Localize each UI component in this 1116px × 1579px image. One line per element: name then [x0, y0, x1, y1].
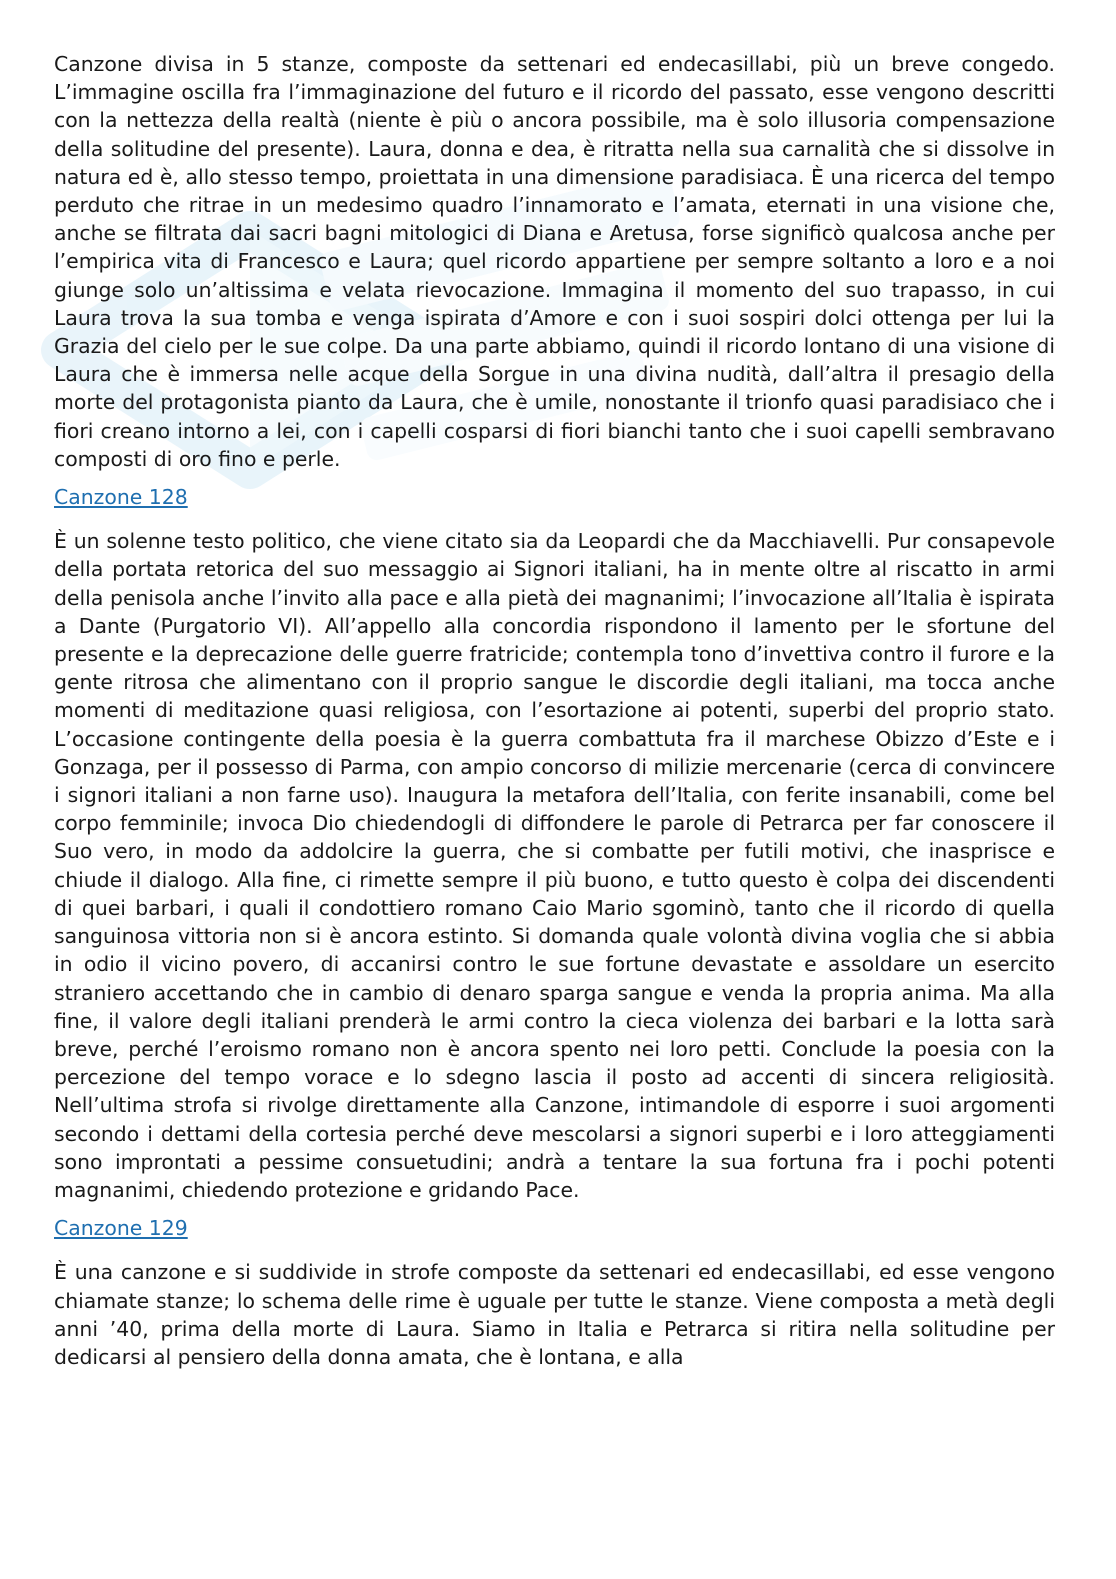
link-canzone-128[interactable]: Canzone 128: [54, 485, 188, 510]
heading-canzone-129: [54, 1214, 1055, 1242]
paragraph-canzone-129: È una canzone e si suddivide in strofe composte da settenari ed endecasillabi, ed esse vengono chiamate stanze; lo schema delle rime è uguale per tutte le stanze. Viene composta a metà degli anni ’40, prima della morte di Laura. Siamo in Italia e Petrarca si ritira nella solitudine per dedicarsi al pensiero della donna amata, che è lontana, e alla: [54, 1260, 1055, 1369]
paragraph-canzone-128: È un solenne testo politico, che viene citato sia da Leopardi che da Macchiavelli. Pur consapevole della portata retorica del suo messaggio ai Signori italiani, ha in mente oltre al riscatto in armi della penisola anche l’invito alla pace e alla pietà dei magnanimi; l’invocazione all’Italia è ispirata a Dante (Purgatorio VI). All’appello alla concordia rispondono il lamento per le sfortune del presente e la deprecazione delle guerre fratricide; contempla tono d’invettiva contro il furore e la gente ritrosa che alimentano con il proprio sangue le discordie degli italiani, ma tocca anche momenti di meditazione quasi religiosa, con l’esortazione ai potenti, superbi del proprio stato. L’occasione contingente della poesia è la guerra combattuta fra il marchese Obizzo d’Este e i Gonzaga, per il possesso di Parma, con ampio concorso di milizie mercenarie (cerca di convincere i signori italiani a non farne uso). Inaugura la metafora dell’Italia, con ferite insanabili, come bel corpo femminile; invoca Dio chiedendogli di diffondere le parole di Petrarca per far conoscere il Suo vero, in modo da addolcire la guerra, che si combatte per futili motivi, che inasprisce e chiude il dialogo. Alla fine, ci rimette sempre il più buono, e tutto questo è colpa dei discendenti di quei barbari, i quali il condottiero romano Caio Mario sgominò, tanto che il ricordo di quella sanguinosa vittoria non si è ancora estinto. Si domanda quale volontà divina voglia che si abbia in odio il vicino povero, di accanirsi contro le sue fortune devastate e assoldare un esercito straniero accettando che in cambio di denaro sparga sangue e venda la propria anima. Ma alla fine, il valore degli italiani prenderà le armi contro la cieca violenza dei barbari e la lotta sarà breve, perché l’eroismo romano non è ancora spento nei loro petti. Conclude la poesia con la percezione del tempo vorace e lo sdegno lascia il posto ad accenti di sincera religiosità. Nell’ultima strofa si rivolge direttamente alla Canzone, intimandole di esporre i suoi argomenti secondo i dettami della cortesia perché deve mescolarsi a signori superbi e i loro atteggiamenti sono improntati a pessime consuetudini; andrà a tentare la sua fortuna fra i pochi potenti magnanimi, chiedendo protezione e gridando Pace.: [54, 529, 1055, 1202]
link-canzone-129[interactable]: Canzone 129: [54, 1216, 188, 1241]
paragraph-intro: Canzone divisa in 5 stanze, composte da settenari ed endecasillabi, più un breve congedo. L’immagine oscilla fra l’immaginazione del futuro e il ricordo del passato, esse vengono descritti con la nettezza della realtà (niente è più o ancora possibile, ma è solo illusoria compensazione della solitudine del presente). Laura, donna e dea, è ritratta nella sua carnalità che si dissolve in natura ed è, allo stesso tempo, proiettata in una dimensione paradisiaca. È una ricerca del tempo perduto che ritrae in un medesimo quadro l’innamorato e l’amata, eternati in una visione che, anche se filtrata dai sacri bagni mitologici di Diana e Aretusa, forse significò qualcosa anche per l’empirica vita di Francesco e Laura; quel ricordo appartiene per sempre soltanto a loro e a noi giunge solo un’altissima e velata rievocazione. Immagina il momento del suo trapasso, in cui Laura trova la sua tomba e venga ispirata d’Amore e con i suoi sospiri dolci ottenga per lui la Grazia del cielo per le sue colpe. Da una parte abbiamo, quindi il ricordo lontano di una visione di Laura che è immersa nelle acque della Sorgue in una divina nudità, dall’altra il presagio della morte del protagonista pianto da Laura, che è umile, nonostante il trionfo quasi paradisiaco che i fiori creano intorno a lei, con i capelli cosparsi di fiori bianchi tanto che i suoi capelli sembravano composti di oro fino e perle.: [54, 52, 1055, 471]
heading-canzone-128: [54, 483, 1055, 511]
